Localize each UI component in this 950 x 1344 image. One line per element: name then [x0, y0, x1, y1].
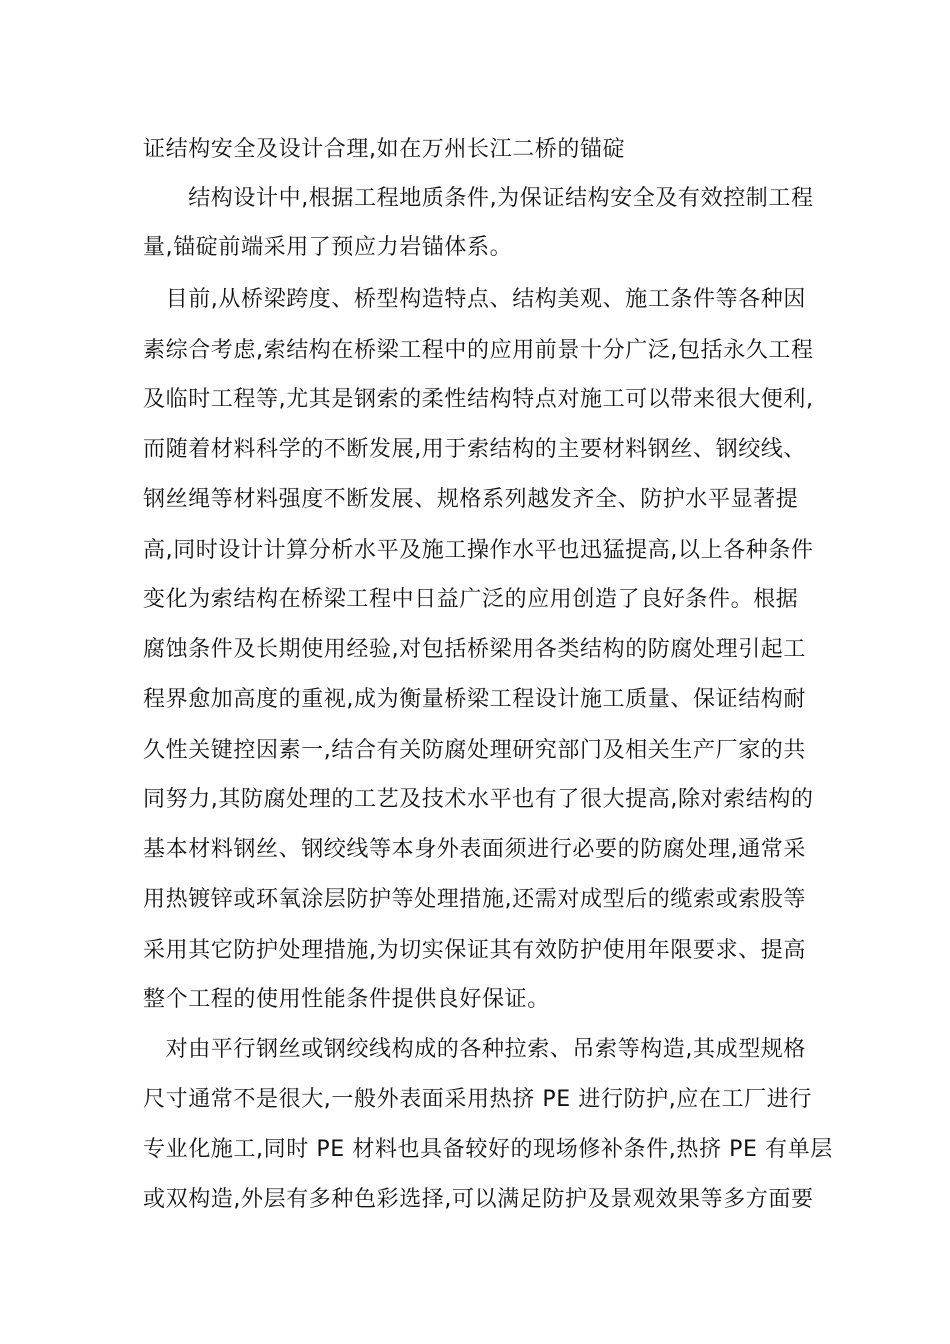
text-line: 采用其它防护处理措施,为切实保证其有效防护使用年限要求、提高 [143, 938, 806, 963]
text-line: 素综合考虑,索结构在桥梁工程中的应用前景十分广泛,包括永久工程 [143, 338, 814, 363]
text-line: 或双构造,外层有多种色彩选择,可以满足防护及景观效果等多方面要 [143, 1187, 814, 1212]
text-line: 及临时工程等,尤其是钢索的柔性结构特点对施工可以带来很大便利, [143, 387, 814, 412]
text-line: 同努力,其防腐处理的工艺及技术水平也有了很大提高,除对索结构的 [143, 787, 814, 812]
text-line: 基本材料钢丝、钢绞线等本身外表面须进行必要的防腐处理,通常采 [143, 837, 806, 862]
text-line: 腐蚀条件及长期使用经验,对包括桥梁用各类结构的防腐处理引起工 [143, 637, 806, 662]
text-line: 钢丝绳等材料强度不断发展、规格系列越发齐全、防护水平显著提 [143, 487, 799, 512]
text-line: 久性关键控因素一,结合有关防腐处理研究部门及相关生产厂家的共 [143, 738, 806, 763]
text-line: 用热镀锌或环氧涂层防护等处理措施,还需对成型后的缆索或索股等 [143, 887, 806, 912]
text-line: 结构设计中,根据工程地质条件,为保证结构安全及有效控制工程 [143, 186, 814, 211]
text-line: 对由平行钢丝或钢绞线构成的各种拉索、吊索等构造,其成型规格 [143, 1037, 806, 1062]
text-line: 高,同时设计计算分析水平及施工操作水平也迅猛提高,以上各种条件 [143, 538, 814, 563]
text-line: 尺寸通常不是很大,一般外表面采用热挤 PE 进行防护,应在工厂进行 [143, 1087, 812, 1112]
text-line: 专业化施工,同时 PE 材料也具备较好的现场修补条件,热挤 PE 有单层 [143, 1137, 833, 1162]
text-line: 程界愈加高度的重视,成为衡量桥梁工程设计施工质量、保证结构耐 [143, 687, 806, 712]
text-line: 整个工程的使用性能条件提供良好保证。 [143, 987, 550, 1012]
text-line: 量,锚碇前端采用了预应力岩锚体系。 [143, 235, 513, 260]
text-line: 目前,从桥梁跨度、桥型构造特点、结构美观、施工条件等各种因 [143, 287, 806, 312]
text-line: 证结构安全及设计合理,如在万州长江二桥的锚碇 [143, 137, 626, 162]
text-line: 变化为索结构在桥梁工程中日益广泛的应用创造了良好条件。根据 [143, 587, 799, 612]
text-line: 而随着材料科学的不断发展,用于索结构的主要材料钢丝、钢绞线、 [143, 437, 806, 462]
